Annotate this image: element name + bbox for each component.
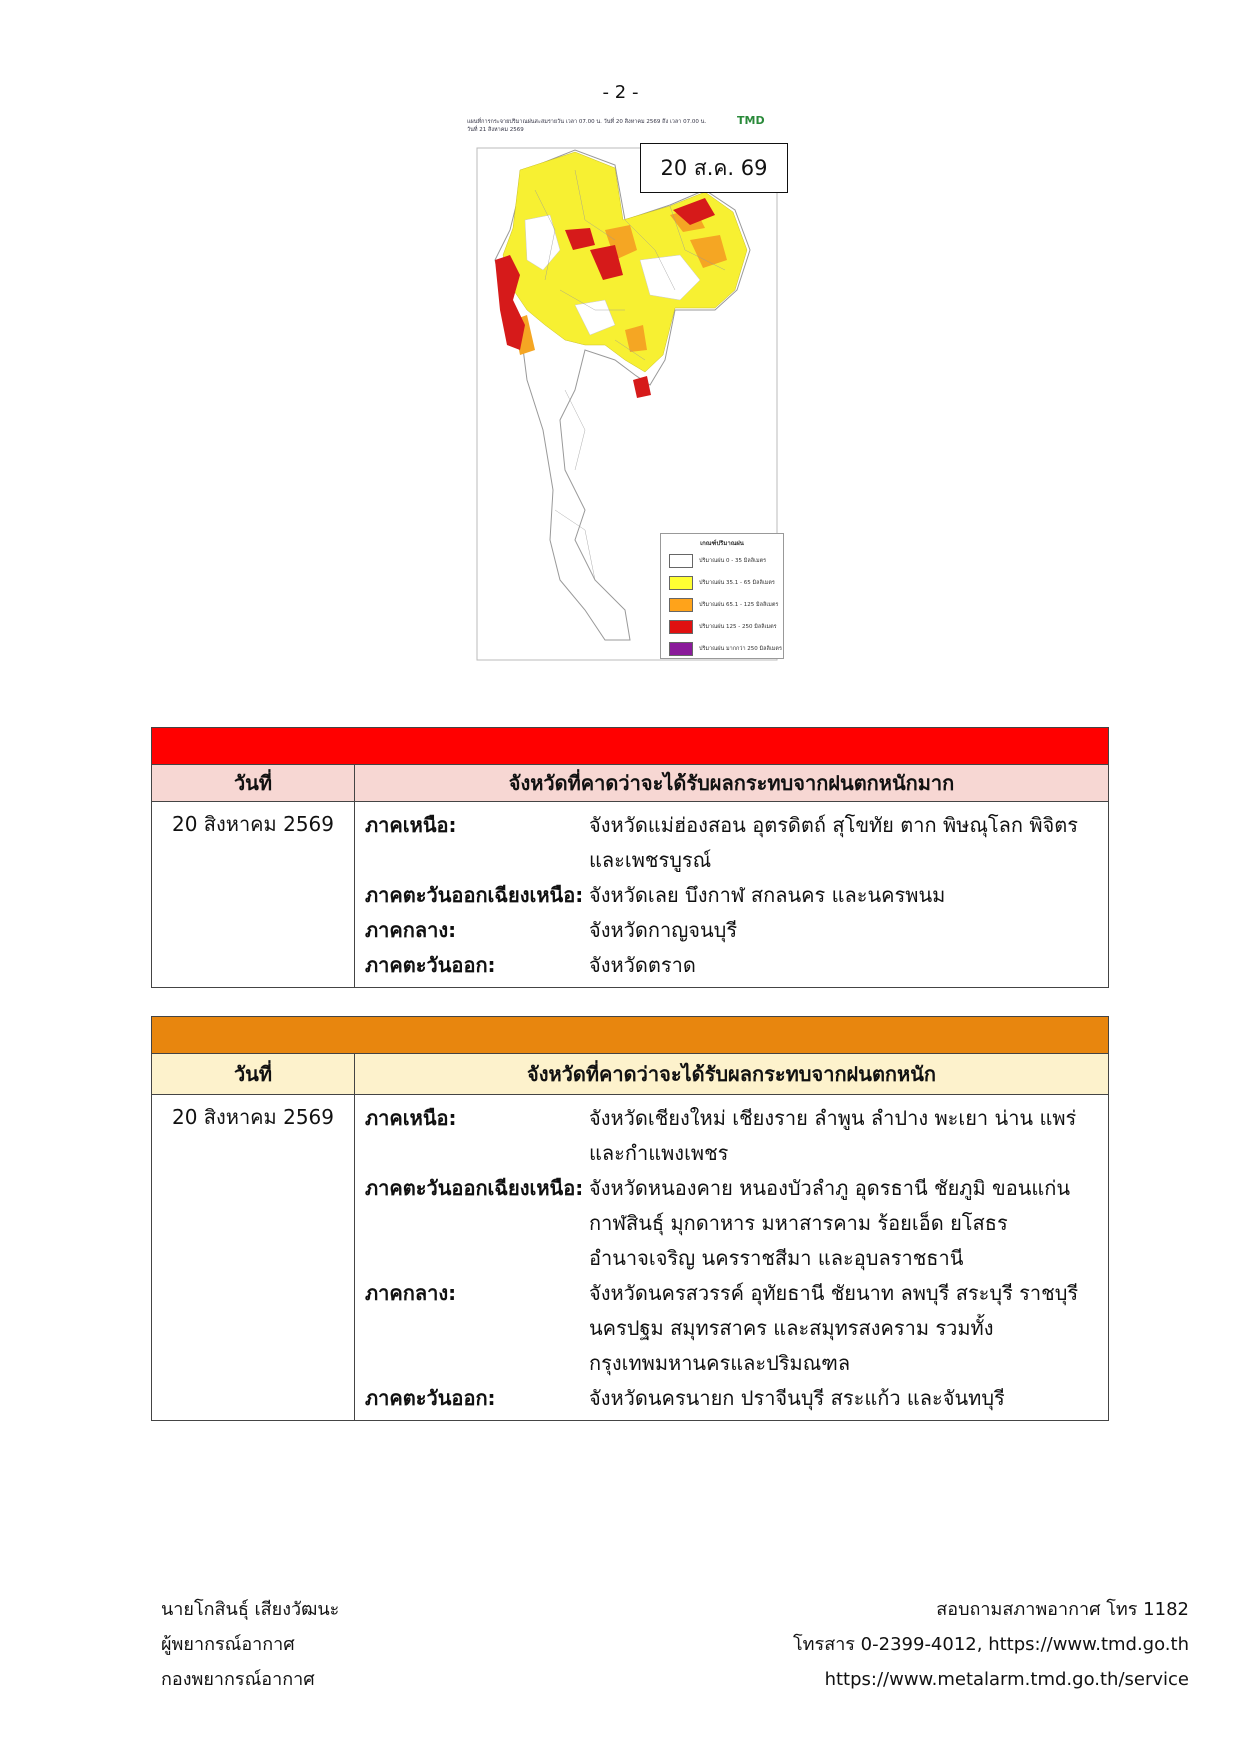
region-row [355,878,1108,913]
map-caption: แผนที่การกระจายปริมาณฝนสะสมรายวัน เวลา 07.00 น. วันที่ 20 สิงหาคม 2569 ถึง เวลา 07.00 น. วันที่ 21 สิงหาคม 2569 [467,119,707,133]
region-row [355,913,1108,948]
region-provinces: จังหวัดนครสวรรค์ อุทัยธานี ชัยนาท ลพบุรี สระบุรี ราชบุรี นครปฐม สมุทรสาคร และสมุทรสงคราม รวมทั้งกรุงเทพมหานครและปริมณฑล [589,1281,1079,1375]
legend-label: ปริมาณฝน มากกว่า 250 มิลลิเมตร [699,645,782,652]
legend-label: ปริมาณฝน 0 - 35 มิลลิเมตร [699,557,767,564]
legend-label: ปริมาณฝน 35.1 - 65 มิลลิเมตร [699,579,775,586]
forecaster-signature-block [161,1592,339,1697]
legend-item [669,640,783,658]
table-header [152,1054,1108,1095]
table-row [152,1095,1108,1420]
contact-info-block [793,1592,1189,1697]
legend-item [669,552,783,570]
map-date-label: 20 ส.ค. 69 [640,143,788,193]
very-heavy-rain-table [151,727,1109,988]
legend-swatch [669,642,693,656]
region-name: ภาคตะวันออก: [365,1386,496,1410]
region-provinces: จังหวัดเลย บึงกาฬ สกลนคร และนครพนม [589,883,946,907]
red-warning-band [152,728,1108,765]
forecaster-name: นายโกสินธุ์ เสียงวัฒนะ [161,1599,340,1620]
forecaster-title: ผู้พยากรณ์อากาศ [161,1634,295,1655]
contact-phone: สอบถามสภาพอากาศ โทร 1182 [936,1599,1189,1620]
region-name: ภาคกลาง: [365,1281,457,1305]
forecast-date: 20 สิงหาคม 2569 [152,802,355,987]
region-list [355,1095,1108,1420]
legend-swatch [669,598,693,612]
region-row [355,1101,1108,1171]
region-list [355,802,1108,987]
region-name: ภาคตะวันออกเฉียงเหนือ: [365,1176,584,1200]
legend-item [669,618,783,636]
orange-warning-band [152,1017,1108,1054]
legend-swatch [669,576,693,590]
legend-swatch [669,554,693,568]
region-provinces: จังหวัดแม่ฮ่องสอน อุตรดิตถ์ สุโขทัย ตาก พิษณุโลก พิจิตร และเพชรบูรณ์ [589,813,1078,872]
legend-swatch [669,620,693,634]
forecaster-division: กองพยากรณ์อากาศ [161,1669,315,1690]
legend-label: ปริมาณฝน 65.1 - 125 มิลลิเมตร [699,601,779,608]
date-column-header: วันที่ [152,1054,355,1094]
region-row [355,808,1108,878]
page-number: - 2 - [602,82,639,103]
region-provinces: จังหวัดกาญจนบุรี [589,918,738,942]
region-row [355,1171,1108,1276]
region-name: ภาคเหนือ: [365,1106,457,1130]
region-name: ภาคเหนือ: [365,813,457,837]
heavy-rain-table [151,1016,1109,1421]
provinces-column-header: จังหวัดที่คาดว่าจะได้รับผลกระทบจากฝนตกหนักมาก [508,771,955,795]
region-provinces: จังหวัดเชียงใหม่ เชียงราย ลำพูน ลำปาง พะเยา น่าน แพร่ และกำแพงเพชร [589,1106,1077,1165]
table-header [152,765,1108,802]
table-row [152,802,1108,987]
forecast-date: 20 สิงหาคม 2569 [152,1095,355,1420]
region-name: ภาคตะวันออกเฉียงเหนือ: [365,883,584,907]
legend-title: เกณฑ์ปริมาณฝน [700,540,744,547]
date-column-header: วันที่ [152,765,355,801]
legend-item [669,596,783,614]
region-name: ภาคตะวันออก: [365,953,496,977]
region-row [355,948,1108,983]
contact-service-url: https://www.metalarm.tmd.go.th/service [824,1669,1189,1690]
tmd-logo: TMD [737,114,765,127]
contact-fax-website: โทรสาร 0-2399-4012, https://www.tmd.go.th [793,1634,1189,1655]
region-provinces: จังหวัดหนองคาย หนองบัวลำภู อุดรธานี ชัยภูมิ ขอนแก่น กาฬสินธุ์ มุกดาหาร มหาสารคาม ร้อยเอ็ด ยโสธร อำนาจเจริญ นครราชสีมา และอุบลราชธานี [589,1176,1071,1270]
region-name: ภาคกลาง: [365,918,457,942]
provinces-column-header: จังหวัดที่คาดว่าจะได้รับผลกระทบจากฝนตกหนัก [526,1062,937,1086]
legend-item [669,574,783,592]
region-row [355,1381,1108,1416]
region-provinces: จังหวัดนครนายก ปราจีนบุรี สระแก้ว และจันทบุรี [589,1386,1005,1410]
region-provinces: จังหวัดตราด [589,953,696,977]
map-legend [660,533,784,659]
region-row [355,1276,1108,1381]
legend-label: ปริมาณฝน 125 - 250 มิลลิเมตร [699,623,777,630]
